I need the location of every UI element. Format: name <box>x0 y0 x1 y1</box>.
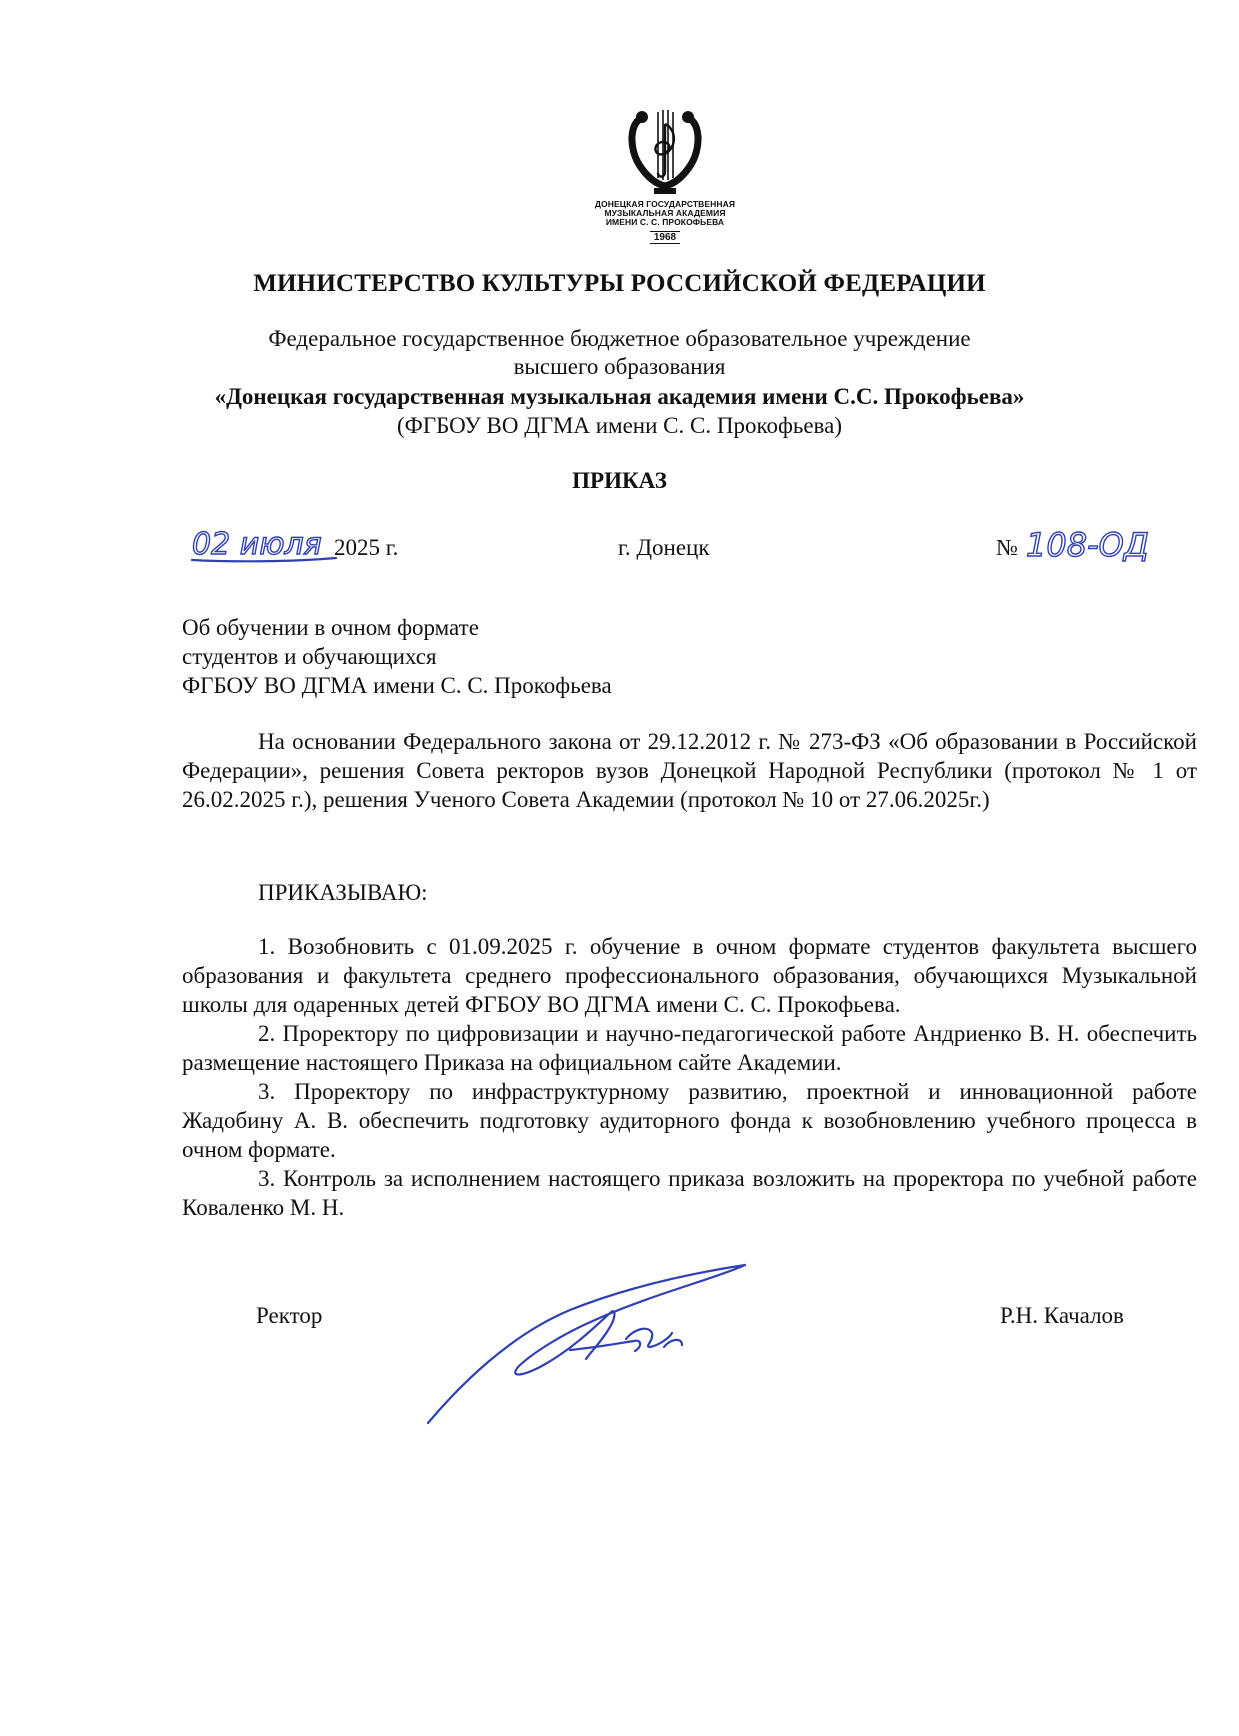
decree-word: ПРИКАЗЫВАЮ: <box>258 880 428 905</box>
city: г. Донецк <box>618 535 710 560</box>
svg-text:108-ОД: 108-ОД <box>1026 526 1149 564</box>
order-item: 3. Контроль за исполнением настоящего приказа возложить на проректора по учебной работе Коваленко М. Н. <box>182 1166 1197 1220</box>
document-type: ПРИКАЗ <box>572 468 667 493</box>
subject-line1: Об обучении в очном формате <box>182 615 479 640</box>
academy-logo <box>590 108 740 258</box>
handwritten-number <box>1022 522 1162 566</box>
logo-text-line1: ДОНЕЦКАЯ ГОСУДАРСТВЕННАЯ <box>594 199 736 209</box>
handwritten-date <box>190 524 340 564</box>
institution-short-name: (ФГБОУ ВО ДГМА имени С. С. Прокофьева) <box>397 413 842 438</box>
order-subject <box>182 613 612 700</box>
order-item: 1. Возобновить с 01.09.2025 г. обучение в очном формате студентов факультета высшего образования и факультета среднего профессионального образования, обучающихся Музыкальной школы для одаренных детей ФГБОУ ВО ДГМА имени С. С. Прокофьева. <box>182 934 1197 1017</box>
order-items <box>182 932 1197 1222</box>
institution-name: «Донецкая государственная музыкальная академия имени С.С. Прокофьева» <box>214 384 1025 409</box>
order-item: 3. Проректору по инфраструктурному развитию, проектной и инновационной работе Жадобину А. В. обеспечить подготовку аудиторного фонда к возобновлению учебного процесса в очном формате. <box>182 1079 1197 1162</box>
svg-text:02 июля: 02 июля <box>192 527 322 562</box>
date-year: 2025 г. <box>334 535 399 560</box>
signer-name: Р.Н. Качалов <box>1000 1303 1124 1328</box>
logo-text-line2: МУЗЫКАЛЬНАЯ АКАДЕМИЯ <box>604 208 726 218</box>
subject-line3: ФГБОУ ВО ДГМА имени С. С. Прокофьева <box>182 673 612 698</box>
number-label: № <box>996 535 1018 560</box>
handwritten-signature <box>420 1255 750 1430</box>
subject-line2: студентов и обучающихся <box>182 644 437 669</box>
ministry-title: МИНИСТЕРСТВО КУЛЬТУРЫ РОССИЙСКОЙ ФЕДЕРАЦИИ <box>253 270 986 297</box>
institution-line1: Федеральное государственное бюджетное образовательное учреждение <box>268 326 971 351</box>
signer-role: Ректор <box>256 1303 323 1328</box>
order-item: 2. Проректору по цифровизации и научно-педагогической работе Андриенко В. Н. обеспечить размещение настоящего Приказа на официальном сайте Академии. <box>182 1021 1197 1075</box>
logo-text-line3: ИМЕНИ С. С. ПРОКОФЬЕВА <box>605 217 725 227</box>
legal-basis-paragraph: На основании Федерального закона от 29.12.2012 г. № 273-ФЗ «Об образовании в Российской Федерации», решения Совета ректоров вузов Донецкой Народной Республики (протокол № 1 от 26.02.2025 г.), решения Ученого Совета Академии (протокол № 10 от 27.06.2025г.) <box>182 729 1197 812</box>
logo-year: 1968 <box>650 231 680 244</box>
lyre-icon <box>626 108 704 200</box>
institution-line2: высшего образования <box>513 354 726 379</box>
